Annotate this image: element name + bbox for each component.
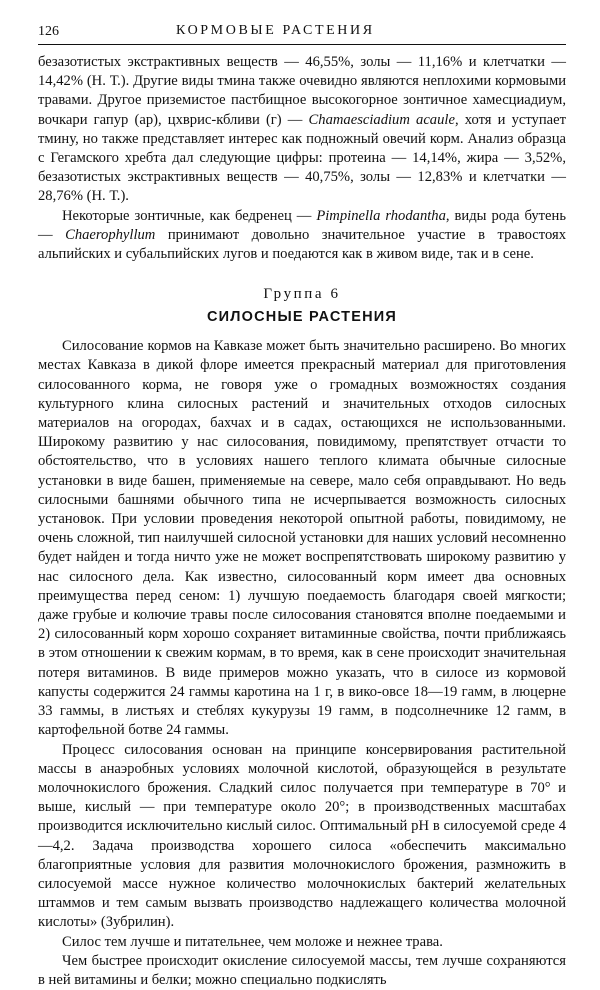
running-title: КОРМОВЫЕ РАСТЕНИЯ: [176, 23, 375, 38]
paragraph-silage-quality: Силос тем лучше и питательнее, чем моложе и нежнее трава.: [62, 933, 443, 950]
paragraph-silage-intro: Силосование кормов на Кавказе может быть значительно расширено. Во многих местах Кавказа в дикой флоре имеется прекрасный материал для приготовления силосованного корма, не говоря уже о громадных возможностях создания культурного клина силосных растений и значительных отходов силосных материалов на огородах, бахчах и в садах, остающихся не использованными. Широкому развитию у нас силосования, повидимому, препятствует отчасти то обстоятельство, что в условиях нашего теплого климата обычные силосные установки в виде башен, применяемые на севере, мало себя оправдывают. Но ведь силосными башнями обычного типа не исчерпывается возможность силосных установок. При условии проведения некоторой опытной работы, повидимому, не очень сложной, тип наилучшей силосной установки для наших условий несомненно будет найден и тогда ничто уже не может воспрепятствовать широкому развитию у нас силосного дела. Как известно, силосованный корм имеет два основных преимущества перед сеном: 1) лучшую поедаемость благодаря своей мягкости; даже грубые и колючие травы после силосования становятся вполне поедаемыми и 2) силосованный корм хорошо сохраняет витаминные свойства, почти приближаясь в этом отношении к свежим кормам, в то время, как в сене происходит значительная потеря витаминов. В виде примеров можно указать, что в силосе из кормовой капусты содержится 24 гаммы каротина на 1 г, в вико-овсе 18—19 гамм, в люцерне 33 гаммы, в листьях и стеблях кукурузы 19 гамм, в подсолнечнике 12 гамм, в картофельной ботве 24 гаммы.: [38, 338, 566, 739]
book-page: [38, 22, 566, 990]
section-title: СИЛОСНЫЕ РАСТЕНИЯ: [206, 309, 398, 326]
latin-name-chaerophyllum: Chaerophyllum: [65, 226, 156, 243]
text-run: безазотистых экстрактивных веществ — 46,55%, золы — 11,16% и клетчатки — 14,42% (Н. Т.). Другие виды тмина также очевидно являются неплохими кормовыми травами. Другое приземистое пастбищное высокогорное зонтичное хамесциадиум, вочкари гапур (ар), цхврис-кбливи (г) —: [38, 54, 566, 128]
latin-name-chamaesciadium: Chamaesciadium acaule: [308, 111, 455, 128]
page-number: 126: [38, 24, 59, 39]
running-head: [38, 22, 566, 45]
text-run: принимают довольно значительное участие в травостоях альпийских и субальпийских лугов и поедаются как в живом виде, так и в сене.: [38, 226, 566, 263]
text-run: Некоторые зонтичные, как бедренец —: [62, 207, 317, 224]
page-body: [38, 45, 566, 990]
text-run: , хотя и уступает тмину, но также представляет интерес как подножный овечий корм. Анализ образца с Гегамского хребта дал следующие цифры: протеина — 14,14%, жира — 3,52%, безазотистых экстрактивных веществ — 40,75%, золы — 12,83% и клетчатки — 28,76% (Н. Т.).: [38, 111, 566, 205]
paragraph-oxidation: Чем быстрее происходит окисление силосуемой массы, тем лучше сохраняются в ней витамины и белки; можно специально подкислять: [38, 952, 566, 988]
text-run: , виды рода бутень —: [38, 207, 566, 243]
latin-name-pimpinella: Pimpinella rhodantha: [316, 207, 446, 224]
paragraph-umbellifers: [38, 207, 566, 265]
group-label: Группа 6: [263, 286, 341, 303]
paragraph-caraway-analysis: [38, 53, 566, 207]
paragraph-silage-process: Процесс силосования основан на принципе консервирования растительной массы в анаэробных условиях молочной кислотой, образующейся в результате молочнокислого брожения. Сладкий силос получается при температуре в 70° и выше, кислый — при температуре около 20°; в производственных масштабах производится исключительно кислый силос. Оптимальный pH в силосуемой среде 4—4,2. Задача производства хорошего силоса «обеспечить максимально благоприятные условия для развития молочнокислого брожения, размножить в силосуемой массе нужное количество молочнокислых бактерий желательных штаммов и тем самым вызвать производство надлежащего количества молочной кислоты» (Зубрилин).: [38, 741, 566, 931]
